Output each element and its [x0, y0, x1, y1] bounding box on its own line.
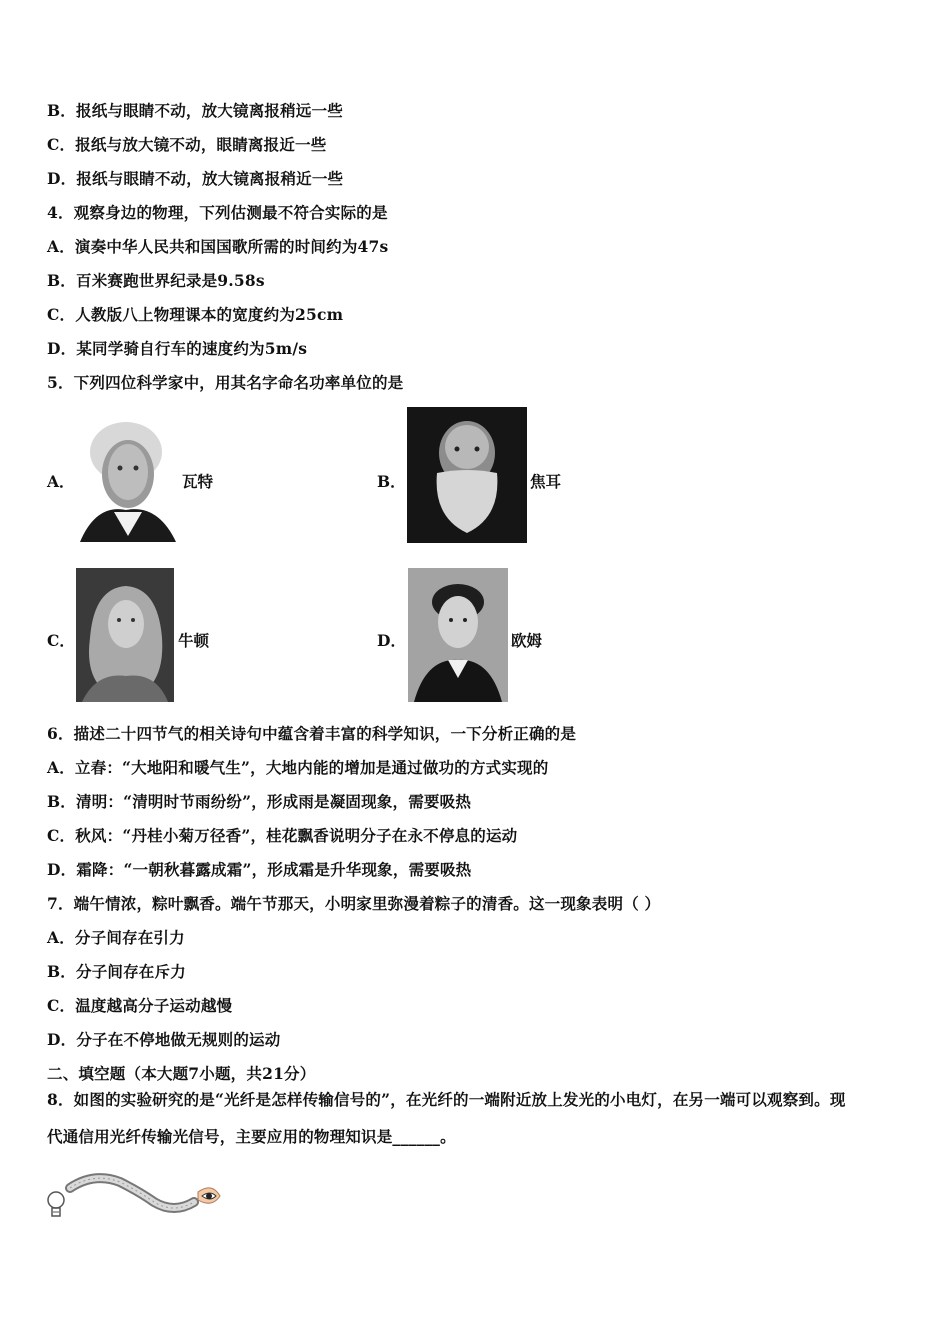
q7-option-b: B．分子间存在斥力	[47, 962, 186, 981]
q7-option-a: A．分子间存在引力	[47, 928, 185, 947]
q4-option-a: A．演奏中华人民共和国国歌所需的时间约为47s	[47, 237, 389, 256]
fiber-optic-figure	[44, 1168, 226, 1224]
eye-icon	[198, 1188, 220, 1203]
light-bulb-icon	[48, 1192, 64, 1216]
q7-option-c: C．温度越高分子运动越慢	[47, 996, 233, 1015]
q5-option-b-letter: B．	[377, 472, 406, 491]
q5-option-d-letter: D．	[377, 631, 406, 650]
q5-option-c-letter: C．	[47, 631, 75, 650]
q6-option-d: D．霜降：“一朝秋暮露成霜”，形成霜是升华现象，需要吸热	[47, 860, 472, 879]
q6-option-c: C．秋风：“丹桂小菊万径香”，桂花飘香说明分子在永不停息的运动	[47, 826, 518, 845]
q5-option-a-name: 瓦特	[182, 472, 214, 491]
portrait-ohm	[408, 568, 508, 702]
q3-option-d: D．报纸与眼睛不动，放大镜离报稍近一些	[47, 169, 344, 188]
q3-option-b: B．报纸与眼睛不动，放大镜离报稍远一些	[47, 101, 343, 120]
q5-option-a-letter: A．	[47, 472, 75, 491]
q7-option-d: D．分子在不停地做无规则的运动	[47, 1030, 281, 1049]
portrait-newton	[76, 568, 174, 702]
q4-option-b: B．百米赛跑世界纪录是9.58s	[47, 271, 265, 290]
q4-option-c: C．人教版八上物理课本的宽度约为25cm	[47, 305, 344, 324]
q4-option-d: D．某同学骑自行车的速度约为5m/s	[47, 339, 308, 358]
q6-option-b: B．清明：“清明时节雨纷纷”，形成雨是凝固现象，需要吸热	[47, 792, 472, 811]
q3-option-c: C．报纸与放大镜不动，眼睛离报近一些	[47, 135, 327, 154]
q6-stem: 6．描述二十四节气的相关诗句中蕴含着丰富的科学知识，一下分析正确的是	[47, 724, 577, 743]
q5-option-c-name: 牛顿	[178, 631, 210, 650]
portrait-joule	[407, 407, 527, 543]
q8-stem-line1: 8．如图的实验研究的是“光纤是怎样传输信号的”，在光纤的一端附近放上发光的小电灯，在另一端可以观察到。现	[47, 1090, 846, 1109]
section-title-fill-in: 二、填空题（本大题7小题，共21分）	[47, 1064, 316, 1083]
q6-option-a: A．立春：“大地阳和暖气生”，大地内能的增加是通过做功的方式实现的	[47, 758, 549, 777]
q5-option-d-name: 欧姆	[511, 631, 543, 650]
portrait-watt	[76, 412, 178, 542]
q7-stem: 7．端午情浓，粽叶飘香。端午节那天，小明家里弥漫着粽子的清香。这一现象表明（ ）	[47, 894, 661, 913]
q4-stem: 4．观察身边的物理，下列估测最不符合实际的是	[47, 203, 388, 222]
q8-stem-line2: 代通信用光纤传输光信号，主要应用的物理知识是______。	[47, 1127, 456, 1146]
q5-stem: 5．下列四位科学家中，用其名字命名功率单位的是	[47, 373, 404, 392]
q5-option-b-name: 焦耳	[530, 472, 562, 491]
